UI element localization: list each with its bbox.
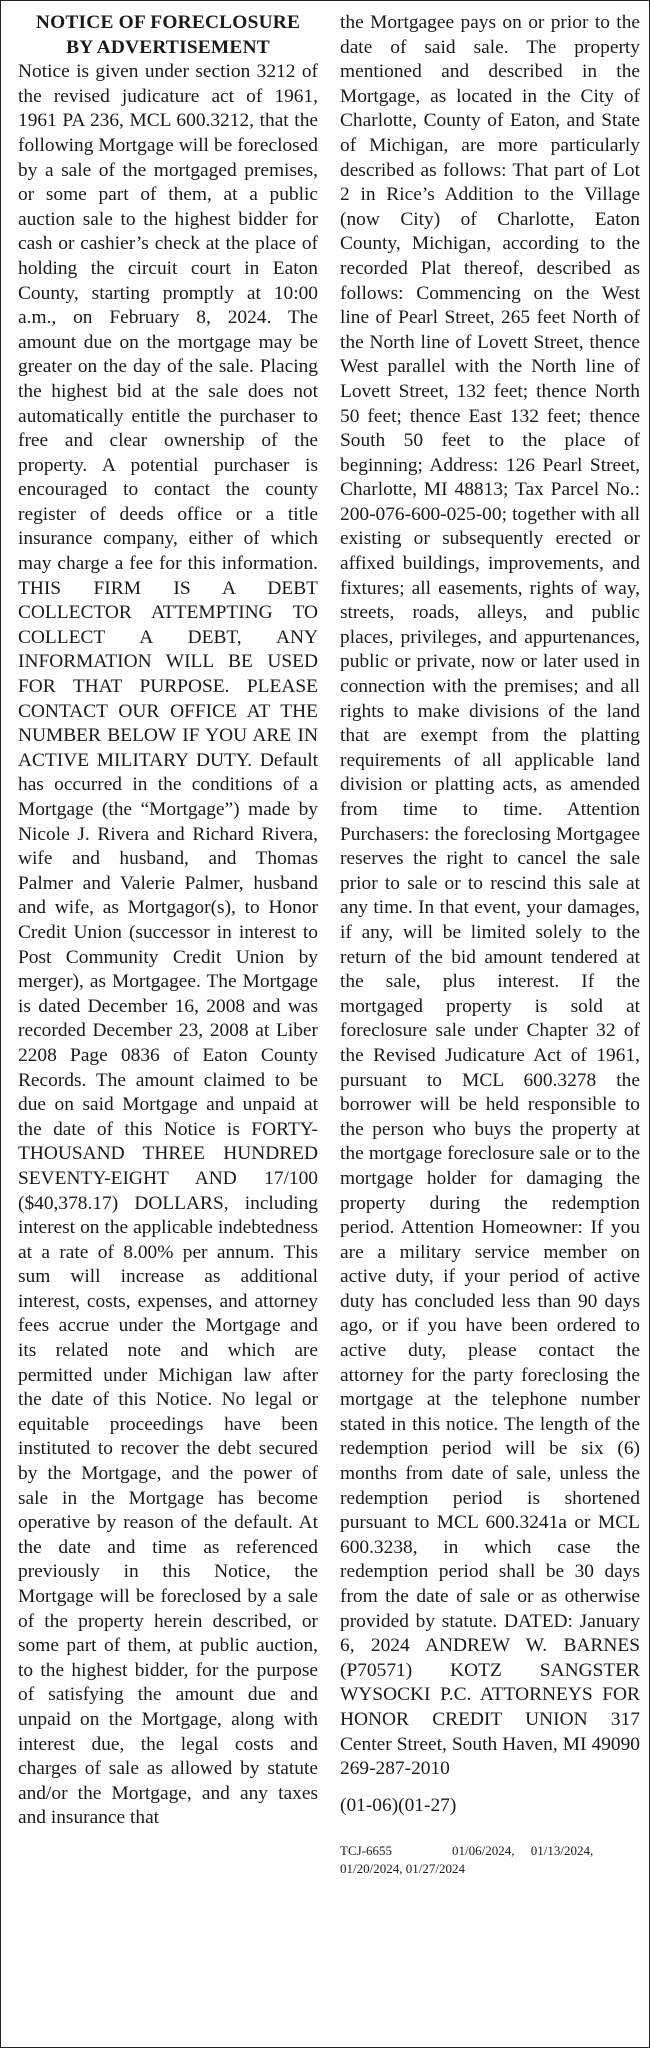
notice-title: [18, 11, 318, 60]
right-column: [340, 11, 640, 1878]
footer-line-1: [340, 1842, 640, 1860]
footer-dates-line-2: 01/20/2024, 01/27/2024: [340, 1861, 465, 1877]
left-column: [18, 11, 318, 1831]
notice-title-line-2: BY ADVERTISEMENT: [66, 36, 270, 58]
footer-dates-line-1: 01/06/2024, 01/13/2024,: [452, 1843, 594, 1859]
publication-run-dates: (01-06)(01-27): [340, 1794, 457, 1816]
notice-title-line-1: NOTICE OF FORECLOSURE: [35, 12, 301, 33]
notice-body-left: Notice is given under section 3212 of the revised judicature act of 1961, 1961 PA 236, MCL 600.3212, that the following Mortgage will be foreclosed by a sale of the mortgaged premises, or some part of them, at a public auction sale to the highest bidder for cash or cashier’s check at the place of holding the circuit court in Eaton County, starting promptly at 10:00 a.m., on February 8, 2024. The amount due on the mortgage may be greater on the day of the sale. Placing the highest bid at the sale does not automatically entitle the purchaser to free and clear ownership of the property. A potential purchaser is encouraged to contact the county register of deeds office or a title insurance company, either of which may charge a fee for this information. THIS FIRM IS A DEBT COLLECTOR ATTEMPTING TO COLLECT A DEBT, ANY INFORMATION WILL BE USED FOR THAT PURPOSE. PLEASE CONTACT OUR OFFICE AT THE NUMBER BELOW IF YOU ARE IN ACTIVE MILITARY DUTY. Default has occurred in the conditions of a Mortgage (the “Mortgage”) made by Nicole J. Rivera and Richard Rivera, wife and husband, and Thomas Palmer and Valerie Palmer, husband and wife, as Mortgagor(s), to Honor Credit Union (successor in interest to Post Community Credit Union by merger), as Mortgagee. The Mortgage is dated December 16, 2008 and was recorded December 23, 2008 at Liber 2208 Page 0836 of Eaton County Records. The amount claimed to be due on said Mortgage and unpaid at the date of this Notice is FORTY-THOUSAND THREE HUNDRED SEVENTY-EIGHT AND 17/100 ($40,378.17) DOLLARS, including interest on the applicable indebtedness at a rate of 8.00% per annum. This sum will increase as additional interest, costs, expenses, and attorney fees accrue under the Mortgage and its related note and which are permitted under Michigan law after the date of this Notice. No legal or equitable proceedings have been instituted to recover the debt secured by the Mortgage, and the power of sale in the Mortgage has become operative by reason of the default. At the date and time as referenced previously in this Notice, the Mortgage will be foreclosed by a sale of the property herein described, or some part of them, at public auction, to the highest bidder, for the purpose of satisfying the amount due and unpaid on the Mortgage, along with interest due, the legal costs and charges of sale as allowed by statute and/or the Mortgage, and any taxes and insurance that: [18, 61, 318, 1829]
notice-code: TCJ-6655: [340, 1843, 392, 1859]
notice-footer: [340, 1842, 640, 1878]
notice-body-right: the Mortgagee pays on or prior to the date of said sale. The property mentioned and described in the Mortgage, as located in the City of Charlotte, County of Eaton, and State of Michigan, are more particularly described as follows: That part of Lot 2 in Rice’s Addition to the Village (now City) of Charlotte, Eaton County, Michigan, according to the recorded Plat thereof, described as follows: Commencing on the West line of Pearl Street, 265 feet North of the North line of Lovett Street, thence West parallel with the North line of Lovett Street, 132 feet; thence North 50 feet; thence East 132 feet; thence South 50 feet to the place of beginning; Address: 126 Pearl Street, Charlotte, MI 48813; Tax Parcel No.: 200-076-600-025-00; together with all existing or subsequently erected or affixed buildings, improvements, and fixtures; all easements, rights of way, streets, roads, alleys, and public places, privileges, and appurtenances, public or private, now or later used in connection with the premises; and all rights to make divisions of the land that are exempt from the platting requirements of all applicable land division or platting acts, as amended from time to time. Attention Purchasers: the foreclosing Mortgagee reserves the right to cancel the sale prior to sale or to rescind this sale at any time. In that event, your damages, if any, will be limited solely to the return of the bid amount tendered at the sale, plus interest. If the mortgaged property is sold at foreclosure sale under Chapter 32 of the Revised Judicature Act of 1961, pursuant to MCL 600.3278 the borrower will be held responsible to the person who buys the property at the mortgage foreclosure sale or to the mortgage holder for damaging the property during the redemption period. Attention Homeowner: If you are a military service member on active duty, if your period of active duty has concluded less than 90 days ago, or if you have been ordered to active duty, please contact the attorney for the party foreclosing the mortgage at the telephone number stated in this notice. The length of the redemption period will be six (6) months from date of sale, unless the redemption period is shortened pursuant to MCL 600.3241a or MCL 600.3238, in which case the redemption period shall be 30 days from the date of sale or as otherwise provided by statute. DATED: January 6, 2024 ANDREW W. BARNES (P70571) KOTZ SANGSTER WYSOCKI P.C. ATTORNEYS FOR HONOR CREDIT UNION 317 Center Street, South Haven, MI 49090 269-287-2010: [340, 12, 640, 1780]
